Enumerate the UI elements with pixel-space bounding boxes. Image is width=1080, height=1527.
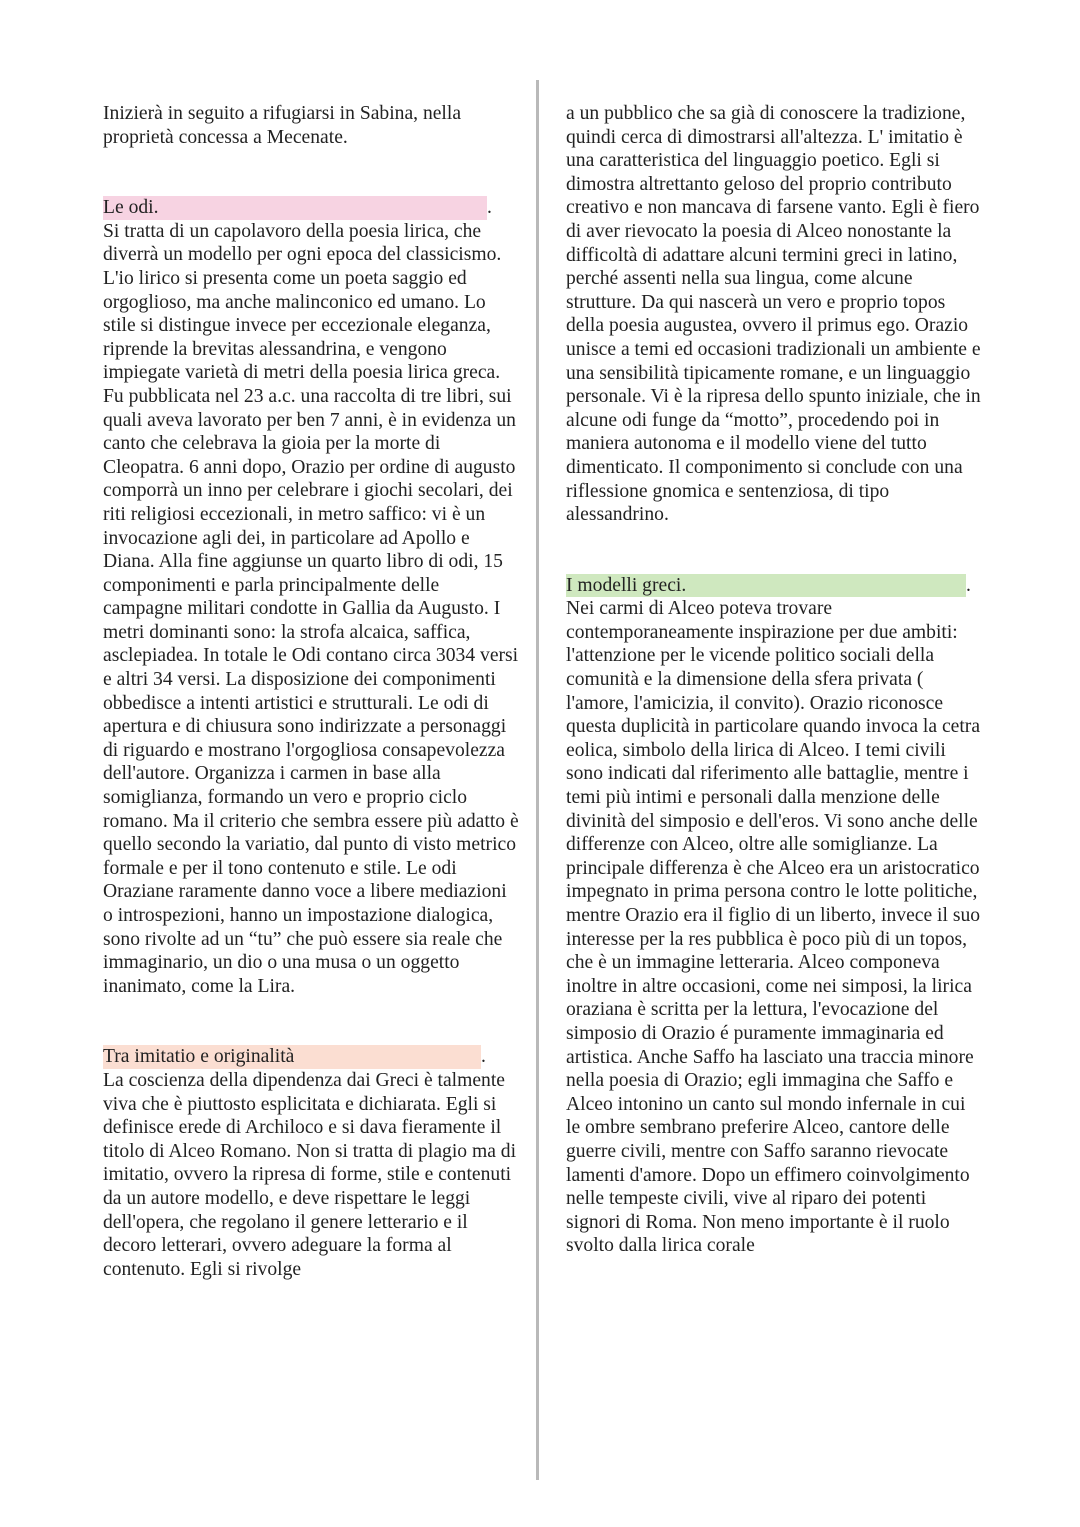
heading-end-mark: . xyxy=(481,1046,486,1068)
intro-paragraph: Inizierà in seguito a rifugiarsi in Sabina, nella proprietà concessa a Mecenate. xyxy=(103,103,462,148)
heading-end-mark: . xyxy=(487,197,492,219)
column-divider xyxy=(536,80,539,1480)
spacer xyxy=(103,998,521,1045)
spacer xyxy=(566,527,982,574)
section-body-modelli: Nei carmi di Alceo poteva trovare contemporaneamente inspirazione per due ambiti: l'attenzione per le vicende politico sociali della comunità e la dimensione della sfera privata ( l'amore, l'amicizia, il convito). Orazio riconosce questa duplicità in particolare quando invoca la cetra eolica, simbolo della lirica di Alceo. I temi civili sono indicati dal riferimento alle battaglie, mentre i temi più intimi e personali dalla menzione delle divinità del simposio e dell'eros. Vi sono anche delle differenze con Alceo, oltre alle somiglianze. La principale differenza è che Alceo era un aristocratico impegnato in prima persona contro le lotte politiche, mentre Orazio era il figlio di un liberto, invece il suo interesse per la res pubblica è poco più di un topos, che è un immagine letteraria. Alceo componeva inoltre in altre occasioni, come nei simposi, la lirica oraziana è scritta per la lettura, l'evocazione del simposio di Orazio é puramente immaginaria ed artistica. Anche Saffo ha lasciato una traccia minore nella poesia di Orazio; egli immagina che Saffo e Alceo intonino un canto sul mondo infernale in cui le ombre sembrano preferire Alceo, cantore delle guerre civili, mentre con Saffo saranno rievocate lamenti d'amore. Dopo un effimero coinvolgimento nelle tempeste civili, vive al riparo dei potenti signori di Roma. Non meno importante è il ruolo svolto dalla lirica corale xyxy=(566,598,981,1257)
section-heading-imitatio xyxy=(103,1045,521,1069)
heading-highlight: Tra imitatio e originalità xyxy=(103,1045,481,1069)
continuation-paragraph: a un pubblico che sa già di conoscere la tradizione, quindi cerca di dimostrarsi all'altezza. L' imitatio è una caratteristica del linguaggio poetico. Egli si dimostra altrettanto geloso del proprio contributo creativo e non mancava di farsene vanto. Egli è fiero di aver rievocato la poesia di Alceo nonostante la difficoltà di adattare alcuni termini greci in latino, perché assenti nella sua lingua, come alcune strutture. Da qui nascerà un vero e proprio topos della poesia augustea, ovvero il primus ego. Orazio unisce a temi ed occasioni tradizionali un ambiente e una sensibilità tipicamente romane, e un linguaggio personale. Vi è la ripresa dello spunto iniziale, che in alcune odi funge da “motto”, procedendo poi in maniera autonoma e il modello viene del tutto dimenticato. Il componimento si conclude con una riflessione gnomica e sentenziosa, di tipo alessandrino. xyxy=(566,103,981,526)
heading-highlight: Le odi. xyxy=(103,196,487,220)
left-column xyxy=(103,102,521,1281)
section-body-odi: Si tratta di un capolavoro della poesia lirica, che diverrà un modello per ogni epoca del classicismo. L'io lirico si presenta come un poeta saggio ed orgoglioso, ma anche malinconico ed umano. Lo stile si distingue invece per eccezionale eleganza, riprende la brevitas alessandrina, e vengono impiegate varietà di metri della poesia lirica greca. Fu pubblicata nel 23 a.c. una raccolta di tre libri, sui quali aveva lavorato per ben 7 anni, è in evidenza un canto che celebrava la gioia per la morte di Cleopatra. 6 anni dopo, Orazio per ordine di augusto comporrà un inno per celebrare i giochi secolari, dei riti religiosi eccezionali, in metro saffico: vi è un invocazione agli dei, in particolare ad Apollo e Diana. Alla fine aggiunse un quarto libro di odi, 15 componimenti e parla principalmente delle campagne militari condotte in Gallia da Augusto. I metri dominanti sono: la strofa alcaica, saffica, asclepiadea. In totale le Odi contano circa 3034 versi e altri 34 versi. La disposizione dei componimenti obbedisce a intenti artistici e strutturali. Le odi di apertura e di chiusura sono indirizzate a personaggi di riguardo e mostrano l'orgogliosa consapevolezza dell'autore. Organizza i carmen in base alla somiglianza, formando un vero e proprio ciclo romano. Ma il criterio che sembra essere più adatto è quello secondo la variatio, dal punto di visto metrico formale e per il tono contenuto e stile. Le odi Oraziane raramente danno voce a libere mediazioni o introspezioni, hanno un impostazione dialogica, sono rivolte ad un “tu” che può essere sia reale che immaginario, un dio o una musa o un oggetto inanimato, come la Lira. xyxy=(103,220,519,997)
section-heading-odi xyxy=(103,196,521,220)
section-heading-modelli xyxy=(566,574,982,598)
right-column xyxy=(566,102,982,1258)
spacer xyxy=(103,149,521,196)
heading-end-mark: . xyxy=(966,574,971,596)
heading-highlight: I modelli greci. xyxy=(566,574,966,598)
section-body-imitatio: La coscienza della dipendenza dai Greci è talmente viva che è piuttosto esplicitata e dichiarata. Egli si definisce erede di Archiloco e si dava fieramente il titolo di Alceo Romano. Non si tratta di plagio ma di imitatio, ovvero la ripresa di forme, stile e contenuti da un autore modello, e deve rispettare le leggi dell'opera, che regolano il genere letterario e il decoro letterari, ovvero adeguare la forma al contenuto. Egli si rivolge xyxy=(103,1069,517,1280)
